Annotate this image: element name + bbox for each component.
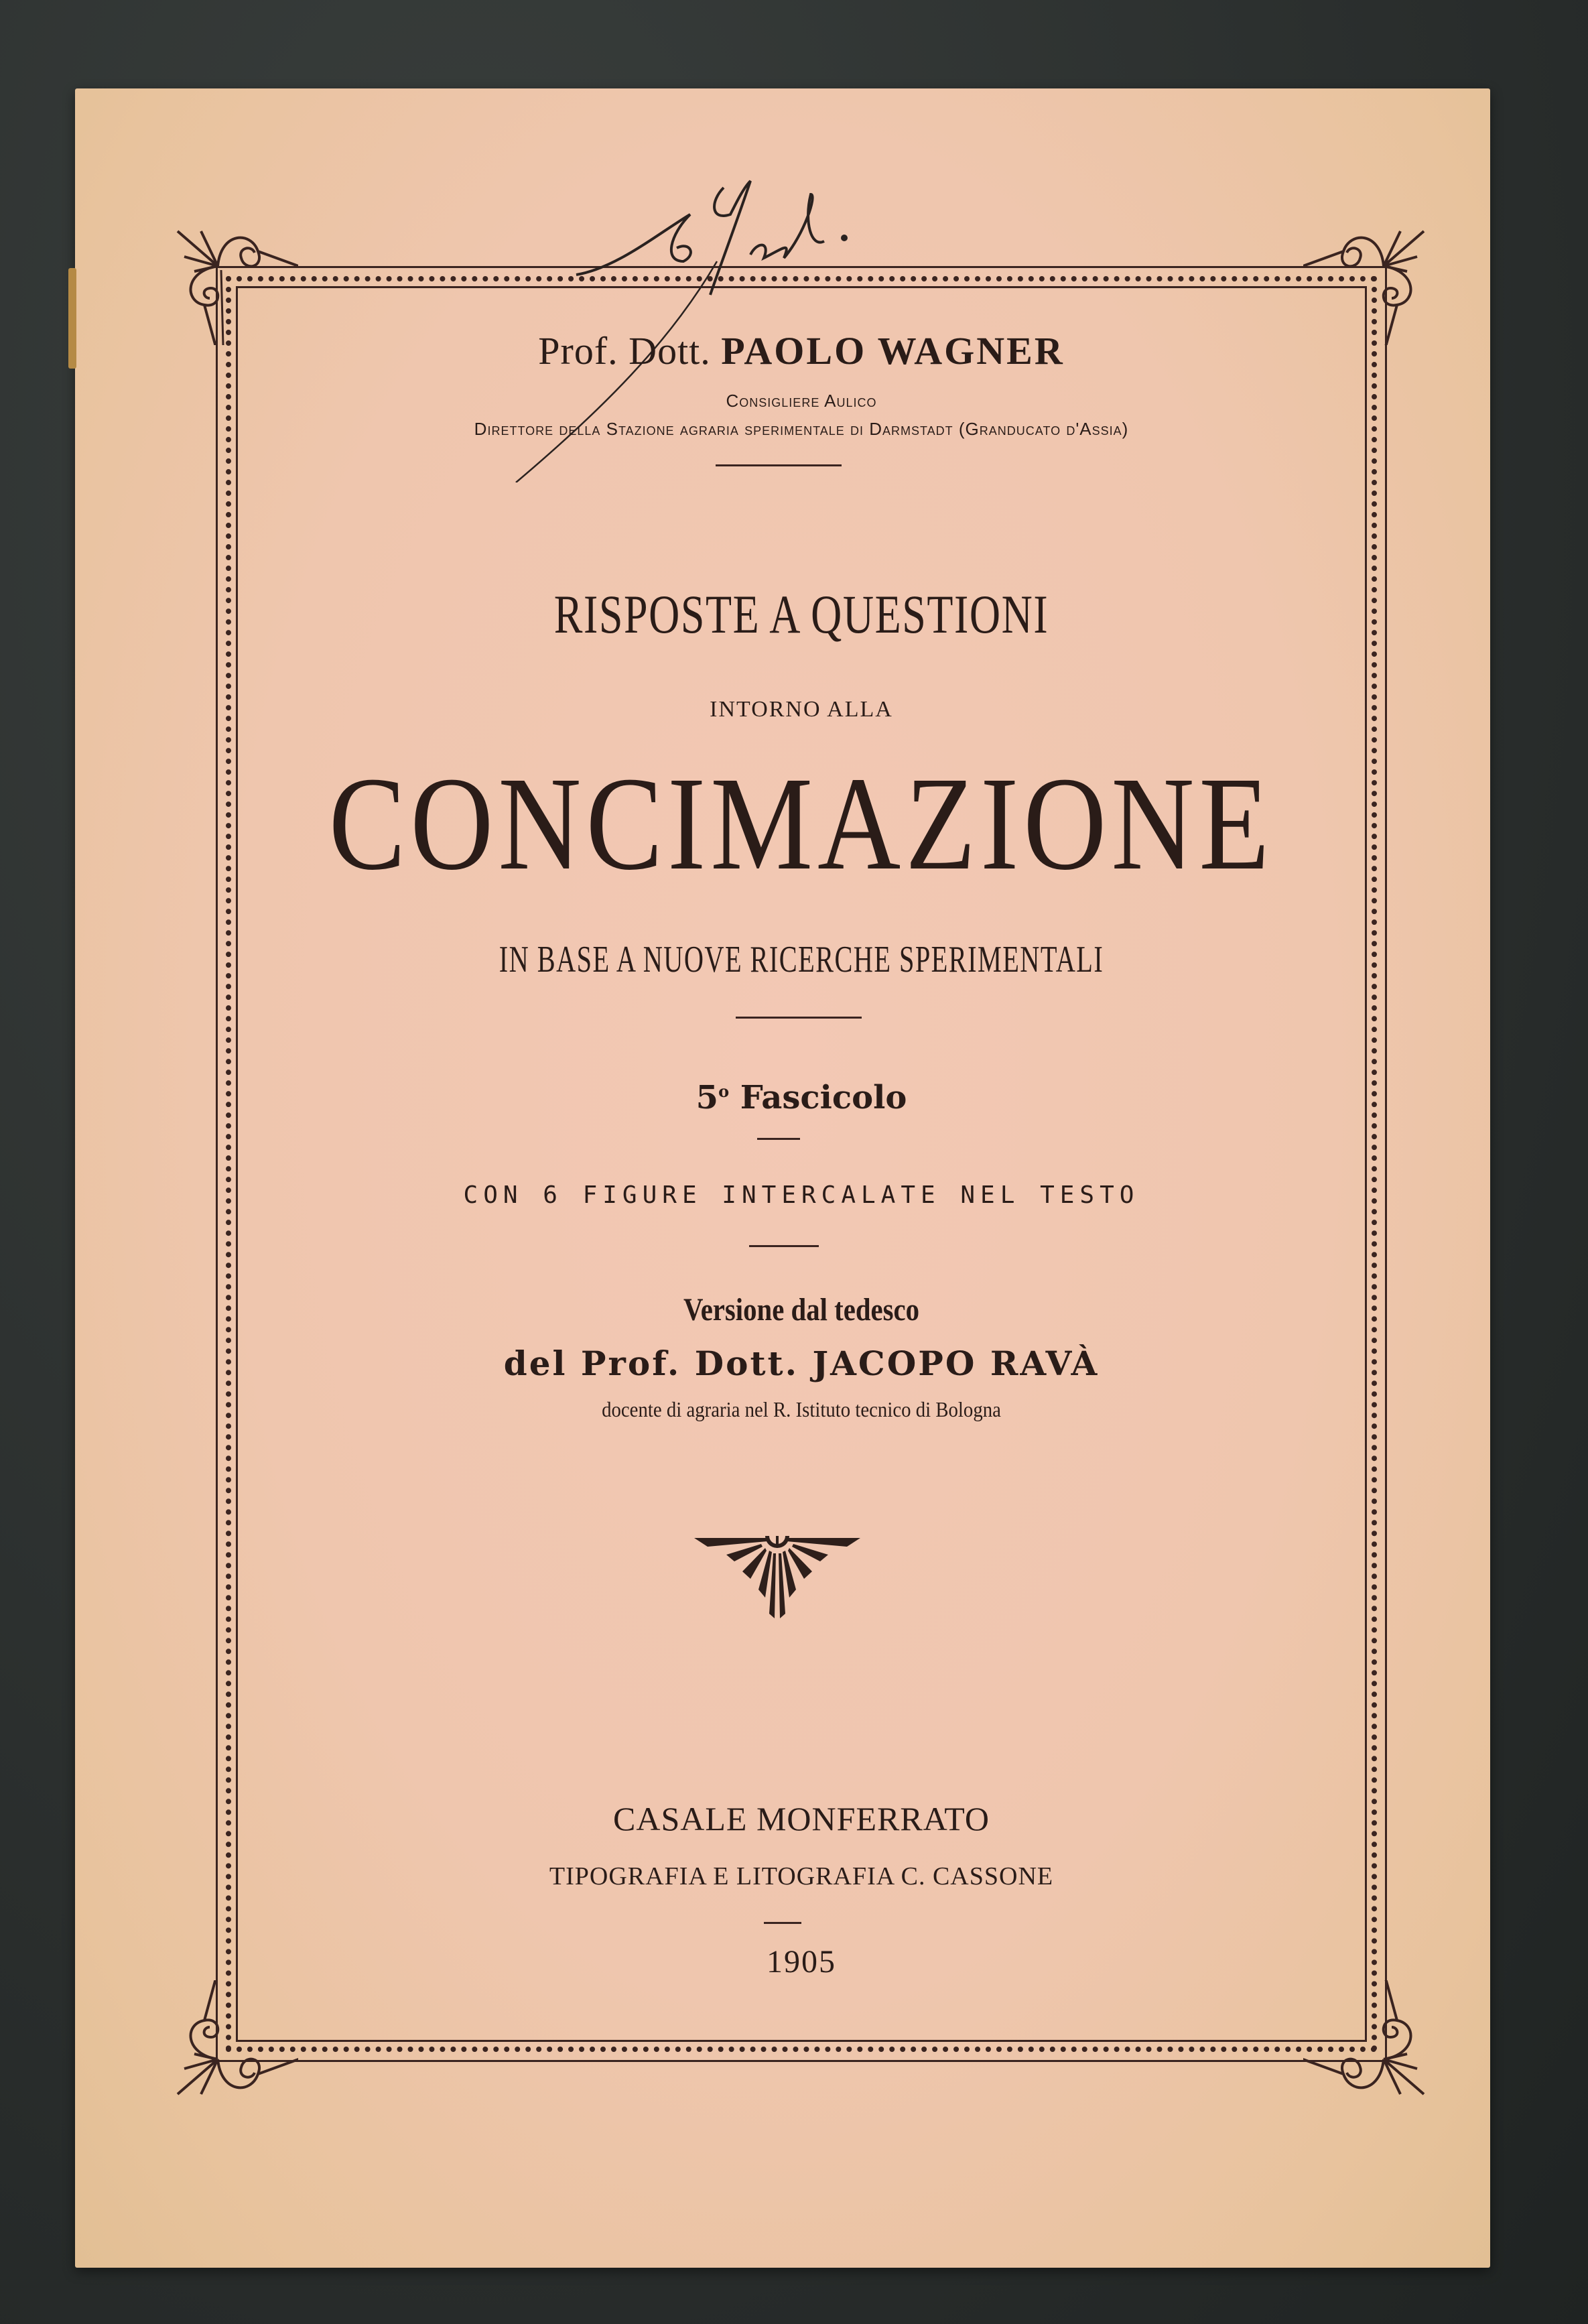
translation-line: Versione dal tedesco — [683, 1292, 920, 1328]
spine-tear — [68, 268, 76, 369]
corner-ornament-bottom-right-icon — [1303, 1980, 1444, 2121]
subtitle: IN BASE A NUOVE RICERCHE SPERIMENTALI — [499, 939, 1104, 980]
fascicolo-ordinal: o — [718, 1082, 730, 1101]
corner-ornament-bottom-left-icon — [157, 1980, 298, 2121]
figures-note: CON 6 FIGURE INTERCALATE NEL TESTO — [463, 1181, 1140, 1209]
divider-rule — [736, 1017, 862, 1019]
main-title: CONCIMAZIONE — [328, 750, 1274, 898]
translator-line — [236, 1344, 1367, 1383]
fascicolo-label: Fascicolo — [740, 1079, 907, 1116]
divider-rule-short — [764, 1922, 801, 1924]
title-line-1: RISPOSTE A QUESTIONI — [553, 584, 1049, 645]
author-line — [236, 328, 1367, 373]
fascicolo-line — [236, 1079, 1367, 1116]
author-name: PAOLO WAGNER — [721, 329, 1065, 373]
divider-rule — [749, 1245, 819, 1247]
author-title-1: Consigliere Aulico — [726, 391, 877, 411]
corner-ornament-top-right-icon — [1303, 204, 1444, 345]
decorative-frame-inner — [236, 286, 1367, 2042]
publication-year: 1905 — [767, 1944, 836, 1980]
translator-name: JACOPO RAVÀ — [812, 1344, 1100, 1383]
divider-rule-short — [757, 1138, 800, 1140]
title-line-2: INTORNO ALLA — [710, 697, 893, 722]
divider-rule — [716, 464, 842, 466]
author-prefix: Prof. Dott. — [538, 329, 711, 373]
author-title-2: Direttore della Stazione agraria sperimentale di Darmstadt (Granducato d'Assia) — [474, 419, 1129, 439]
translator-prefix: del Prof. Dott. — [503, 1344, 799, 1383]
corner-ornament-top-left-icon — [157, 204, 298, 345]
translator-role: docente di agraria nel R. Istituto tecnico di Bologna — [602, 1397, 1001, 1421]
sunburst-ornament-icon — [694, 1535, 860, 1622]
publisher-city: CASALE MONFERRATO — [613, 1800, 990, 1837]
fascicolo-number: 5 — [696, 1079, 719, 1116]
publisher-printer: TIPOGRAFIA E LITOGRAFIA C. CASSONE — [549, 1862, 1054, 1890]
